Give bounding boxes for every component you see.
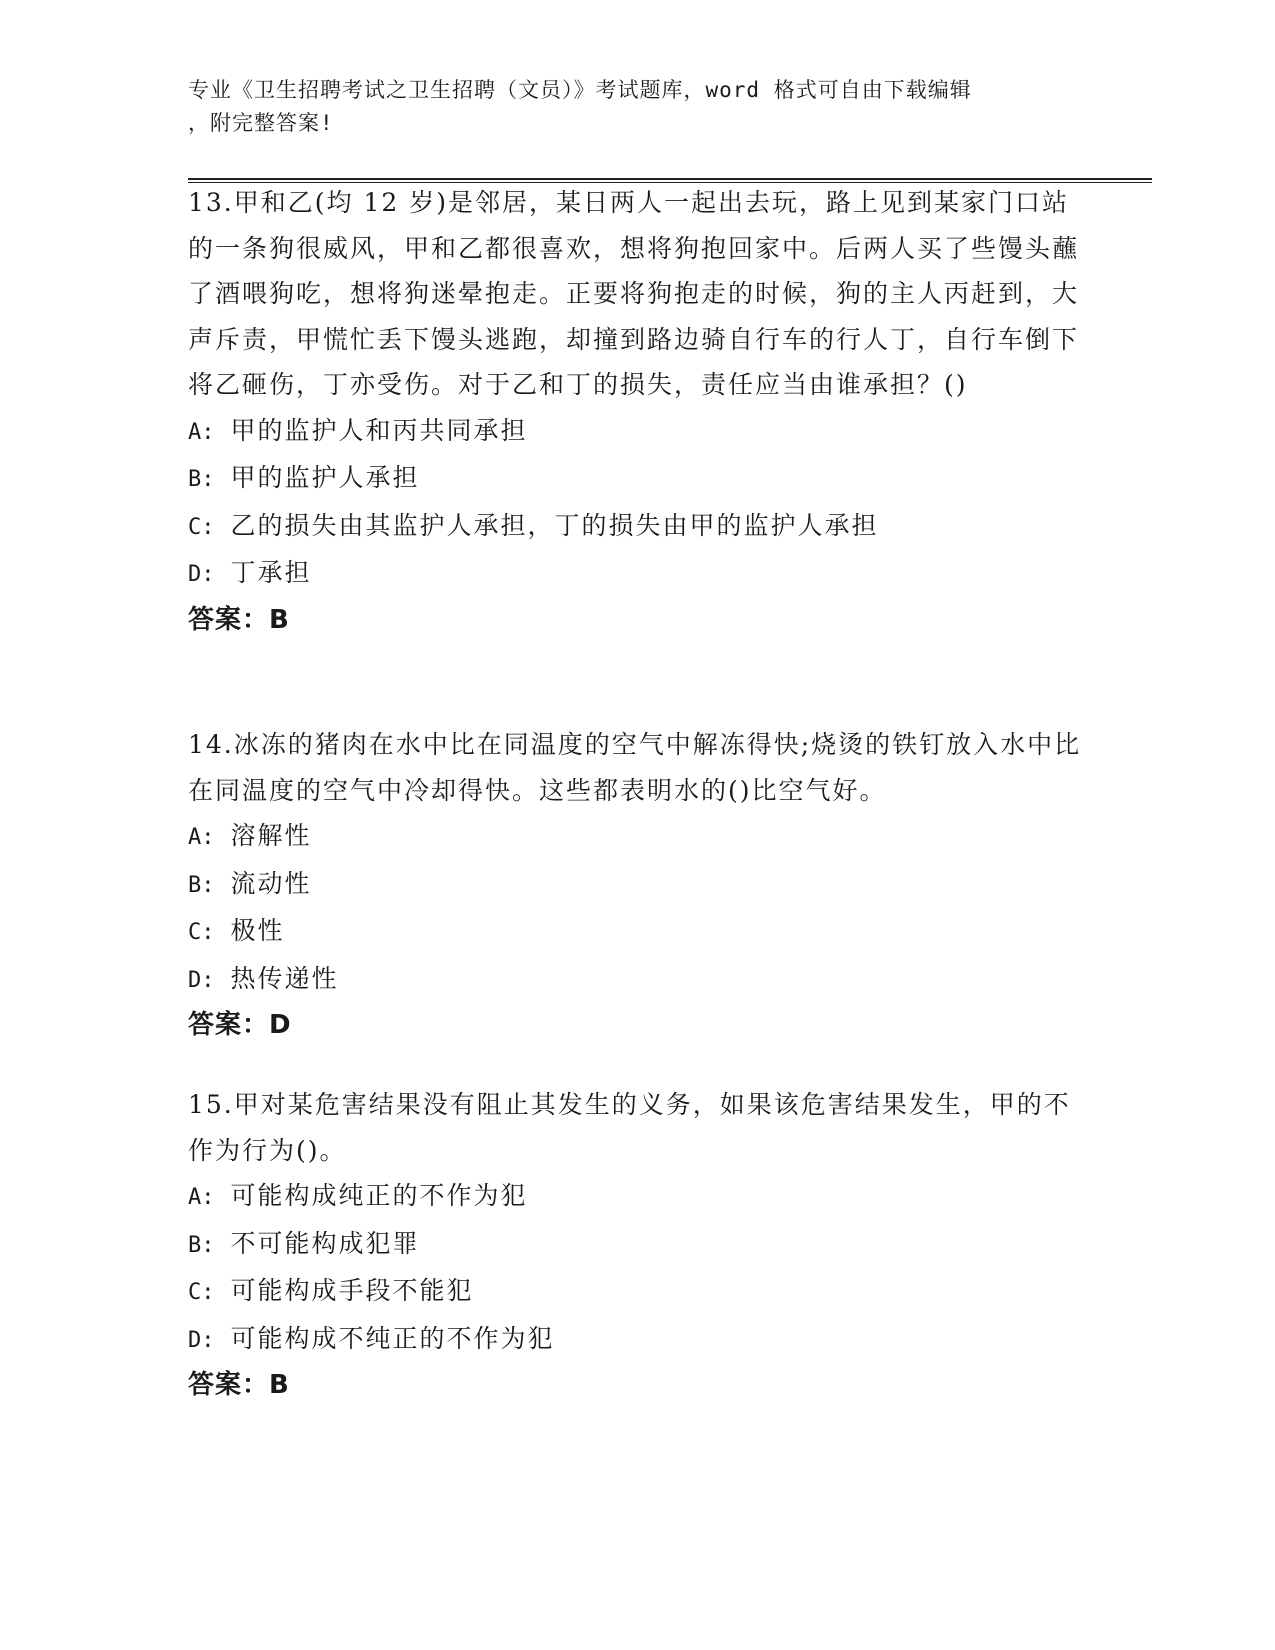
question-13 (188, 180, 1088, 643)
answer-label: 答案：B (188, 604, 290, 635)
option-text: 乙的损失由其监护人承担，丁的损失由甲的监护人承担 (230, 510, 879, 540)
question-text: 15.甲对某危害结果没有阻止其发生的义务，如果该危害结果发生，甲的不作为行为()。 (188, 1090, 1071, 1165)
option-d (188, 550, 1088, 598)
option-text: 不可能构成犯罪 (230, 1228, 420, 1258)
option-letter: B: (188, 1232, 215, 1258)
option-d (188, 1316, 1088, 1364)
option-letter: A: (188, 419, 215, 445)
option-text: 可能构成手段不能犯 (230, 1276, 474, 1305)
document-header (188, 74, 1068, 140)
option-letter: B: (188, 467, 215, 492)
option-text: 极性 (230, 916, 285, 945)
question-14 (188, 722, 1088, 1049)
question-text: 13.甲和乙(均 12 岁)是邻居，某日两人一起出去玩，路上见到某家门口站的一条狗很威风，甲和乙都很喜欢，想将狗抱回家中。后两人买了些馒头蘸了酒喂狗吃，想将狗迷晕抱走。正要将狗抱走的时候，狗的主人丙赶到，大声斥责，甲慌忙丢下馒头逃跑，却撞到路边骑自行车的行人丁，自行车倒下将乙砸伤，丁亦受伤。对于乙和丁的损失，责任应当由谁承担？() (188, 188, 1080, 399)
option-b (188, 455, 1088, 503)
option-c (188, 1268, 1088, 1316)
option-text: 热传递性 (230, 963, 339, 993)
option-letter: A: (188, 1185, 215, 1210)
option-letter: D: (188, 967, 215, 993)
answer-label: 答案：B (188, 1370, 290, 1400)
option-letter: D: (188, 1327, 215, 1353)
question-text: 14.冰冻的猪肉在水中比在同温度的空气中解冻得快;烧烫的铁钉放入水中比在同温度的空气中冷却得快。这些都表明水的()比空气好。 (188, 730, 1082, 805)
question-15 (188, 1082, 1088, 1409)
option-letter: C: (188, 514, 215, 540)
option-a (188, 408, 1088, 456)
option-b (188, 1221, 1088, 1269)
option-text: 流动性 (230, 868, 312, 898)
option-text: 甲的监护人承担 (230, 463, 420, 492)
header-line-2: ，附完整答案! (188, 111, 334, 135)
option-a (188, 1173, 1088, 1221)
option-letter: B: (188, 872, 215, 898)
option-letter: C: (188, 920, 215, 945)
option-letter: D: (188, 562, 215, 587)
header-line-1: 专业《卫生招聘考试之卫生招聘（文员）》考试题库，word 格式可自由下载编辑 (188, 78, 972, 102)
option-text: 溶解性 (230, 821, 312, 850)
option-c (188, 908, 1088, 956)
option-c (188, 503, 1088, 551)
option-b (188, 861, 1088, 909)
option-d (188, 956, 1088, 1004)
option-text: 可能构成不纯正的不作为犯 (230, 1323, 555, 1353)
answer-label: 答案：D (188, 1010, 292, 1040)
option-text: 甲的监护人和丙共同承担 (230, 415, 528, 445)
option-letter: A: (188, 825, 215, 850)
option-a (188, 813, 1088, 861)
option-text: 丁承担 (230, 558, 312, 587)
option-letter: C: (188, 1280, 215, 1305)
option-text: 可能构成纯正的不作为犯 (230, 1181, 528, 1210)
